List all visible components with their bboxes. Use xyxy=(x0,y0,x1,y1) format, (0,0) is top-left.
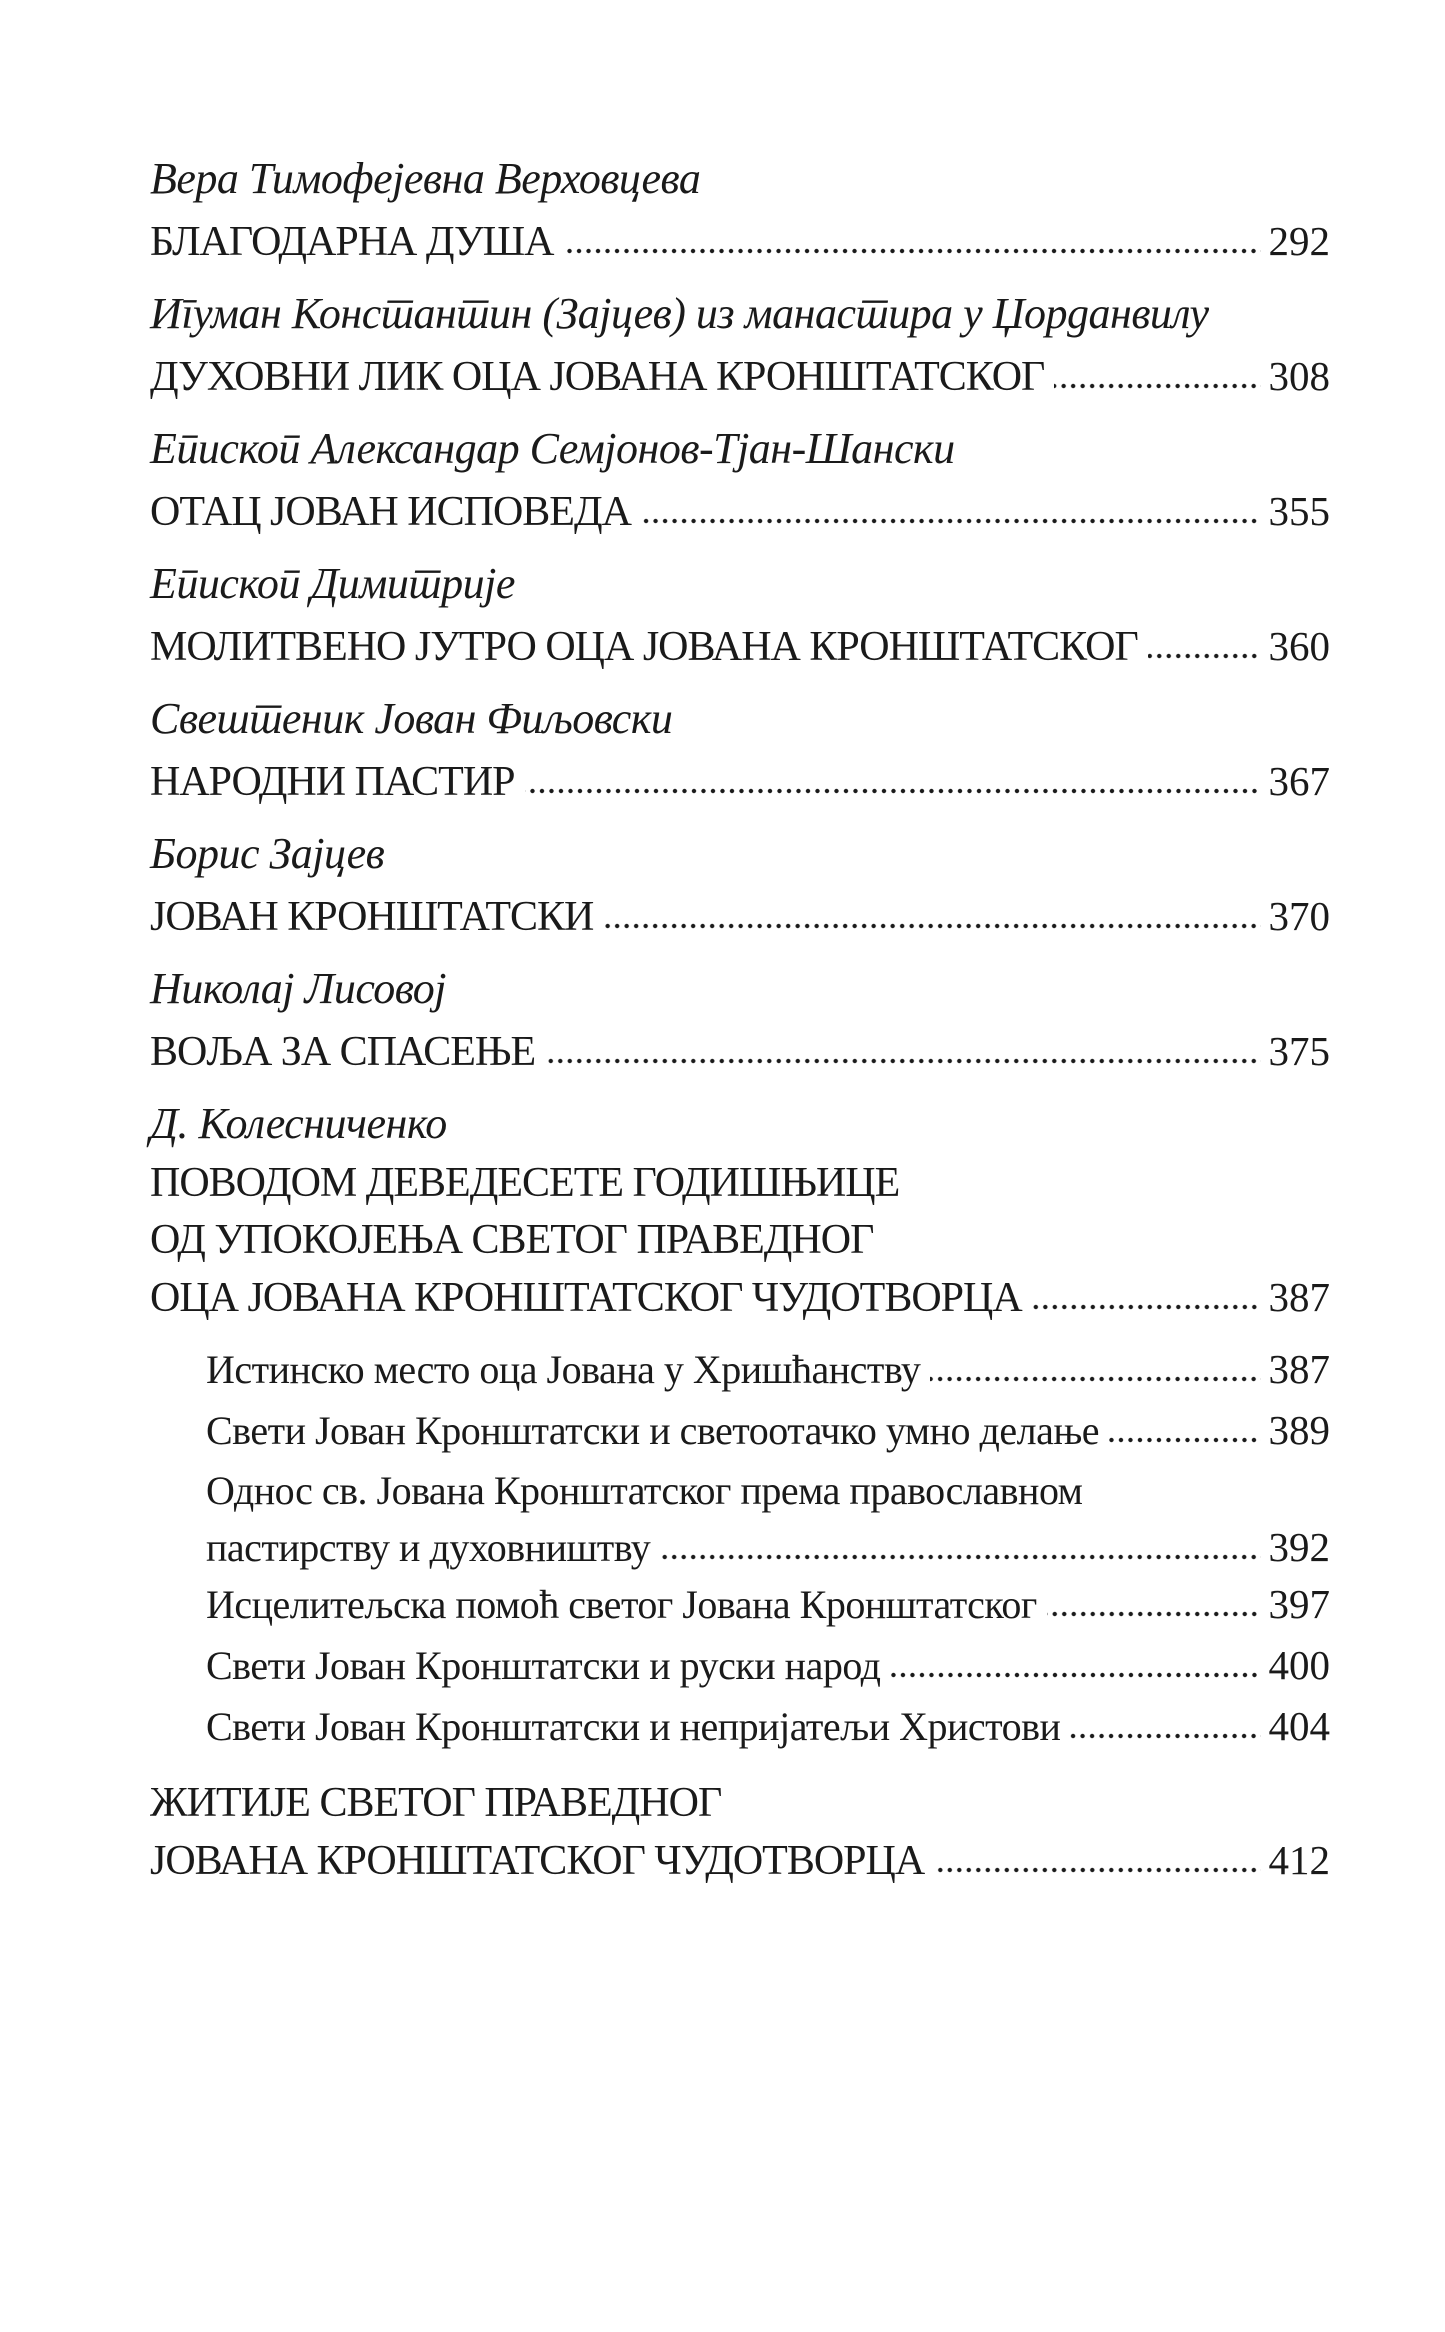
toc-row xyxy=(206,1635,1330,1696)
toc-title: ОД УПОКОЈЕЊА СВЕТОГ ПРАВЕДНОГ xyxy=(150,1217,874,1263)
toc-author: Д. Колесниченко xyxy=(150,1099,447,1148)
toc-subtitle: пастирству и духовништву xyxy=(206,1525,651,1570)
toc-subtitle: Свети Јован Кронштатски и светоотачко умно делање xyxy=(206,1408,1100,1453)
toc-entry xyxy=(150,1775,1330,1890)
dot-leader xyxy=(603,922,1260,930)
toc-page-number: 360 xyxy=(1268,623,1330,669)
dot-leader xyxy=(930,1375,1260,1383)
toc-entry xyxy=(150,553,1330,678)
toc-subentry xyxy=(206,1696,1330,1757)
toc-subentry xyxy=(206,1574,1330,1635)
toc-page-number: 392 xyxy=(1268,1524,1330,1570)
toc-page-number: 387 xyxy=(1268,1346,1330,1392)
toc-entry xyxy=(150,823,1330,948)
toc-author: Епископ Александар Семјонов-Тјан-Шански xyxy=(150,424,955,473)
toc-subentry xyxy=(206,1339,1330,1400)
toc-row xyxy=(150,1212,1330,1269)
toc-page-number: 355 xyxy=(1268,488,1330,534)
dot-leader xyxy=(934,1866,1260,1874)
toc-page-number: 387 xyxy=(1268,1274,1330,1320)
toc-entry xyxy=(150,418,1330,543)
dot-leader xyxy=(1032,1303,1261,1311)
toc-title: МОЛИТВЕНО ЈУТРО ОЦА ЈОВАНА КРОНШТАТСКОГ xyxy=(150,624,1138,670)
toc-row xyxy=(206,1400,1330,1461)
dot-leader xyxy=(1070,1732,1260,1740)
toc-page-number: 412 xyxy=(1268,1837,1330,1883)
dot-leader xyxy=(563,247,1260,255)
toc-row xyxy=(150,480,1330,543)
dot-leader xyxy=(545,1057,1260,1065)
toc-page-number: 375 xyxy=(1268,1028,1330,1074)
toc-title: ЖИТИЈЕ СВЕТОГ ПРАВЕДНОГ xyxy=(150,1780,722,1826)
toc-row xyxy=(150,885,1330,948)
toc-page-number: 308 xyxy=(1268,353,1330,399)
toc-subentry xyxy=(206,1461,1330,1574)
toc-page-number: 404 xyxy=(1268,1703,1330,1749)
toc-page-number: 367 xyxy=(1268,758,1330,804)
toc-title: ПОВОДОМ ДЕВЕДЕСЕТЕ ГОДИШЊИЦЕ xyxy=(150,1160,900,1206)
toc-title: ОЦА ЈОВАНА КРОНШТАТСКОГ ЧУДОТВОРЦА xyxy=(150,1275,1022,1321)
toc-subtitle: Истинско место оца Јована у Хришћанству xyxy=(206,1347,921,1392)
toc-entry xyxy=(150,688,1330,813)
toc-entry xyxy=(150,283,1330,408)
table-of-contents xyxy=(150,148,1330,1900)
toc-row xyxy=(150,1020,1330,1083)
toc-row xyxy=(150,750,1330,813)
toc-page-number: 292 xyxy=(1268,218,1330,264)
toc-row xyxy=(150,615,1330,678)
toc-entry xyxy=(150,958,1330,1083)
toc-subtitle: Однос св. Јована Кронштатског према православном xyxy=(206,1468,1083,1513)
toc-title: ЈОВАН КРОНШТАТСКИ xyxy=(150,894,594,940)
toc-title: ВОЉА ЗА СПАСЕЊЕ xyxy=(150,1029,536,1075)
toc-author: Борис Зајцев xyxy=(150,829,385,878)
toc-subtitle: Свети Јован Кронштатски и руски народ xyxy=(206,1643,881,1688)
toc-author: Вера Тимофејевна Верховцева xyxy=(150,154,701,203)
toc-page-number: 389 xyxy=(1268,1407,1330,1453)
dot-leader xyxy=(1054,382,1260,390)
toc-row xyxy=(206,1696,1330,1757)
toc-entry xyxy=(150,1093,1330,1757)
toc-subentry xyxy=(206,1400,1330,1461)
toc-title: БЛАГОДАРНА ДУША xyxy=(150,219,554,265)
toc-row xyxy=(150,1832,1330,1890)
toc-subtitle: Свети Јован Кронштатски и непријатељи Христови xyxy=(206,1704,1061,1749)
toc-row xyxy=(150,210,1330,273)
toc-subentries xyxy=(150,1339,1330,1757)
dot-leader xyxy=(1148,652,1261,660)
dot-leader xyxy=(1047,1610,1261,1618)
toc-author: Свештеник Јован Фиљовски xyxy=(150,694,673,743)
toc-title: ЈОВАНА КРОНШТАТСКОГ ЧУДОТВОРЦА xyxy=(150,1838,925,1884)
toc-title: ДУХОВНИ ЛИК ОЦА ЈОВАНА КРОНШТАТСКОГ xyxy=(150,354,1045,400)
toc-row xyxy=(150,345,1330,408)
dot-leader xyxy=(1109,1436,1260,1444)
toc-row xyxy=(150,1775,1330,1832)
toc-page-number: 400 xyxy=(1268,1642,1330,1688)
toc-subentry xyxy=(206,1635,1330,1696)
toc-page-number: 370 xyxy=(1268,893,1330,939)
toc-page-number: 397 xyxy=(1268,1581,1330,1627)
toc-author: Игуман Константин (Зајцев) из манастира у Џорданвилу xyxy=(150,289,1209,338)
toc-entry xyxy=(150,148,1330,273)
dot-leader xyxy=(891,1671,1261,1679)
toc-subtitle: Исцелитељска помоћ светог Јована Кронштатског xyxy=(206,1582,1037,1627)
toc-author: Епископ Димитрије xyxy=(150,559,515,608)
toc-row xyxy=(150,1269,1330,1327)
toc-row xyxy=(206,1574,1330,1635)
dot-leader xyxy=(641,517,1261,525)
toc-row xyxy=(206,1461,1330,1521)
toc-title: ОТАЦ ЈОВАН ИСПОВЕДА xyxy=(150,489,631,535)
toc-row xyxy=(206,1521,1330,1574)
toc-row xyxy=(150,1155,1330,1212)
toc-author: Николај Лисовој xyxy=(150,964,447,1013)
dot-leader xyxy=(660,1553,1260,1561)
toc-row xyxy=(206,1339,1330,1400)
toc-title: НАРОДНИ ПАСТИР xyxy=(150,759,515,805)
dot-leader xyxy=(525,787,1261,795)
